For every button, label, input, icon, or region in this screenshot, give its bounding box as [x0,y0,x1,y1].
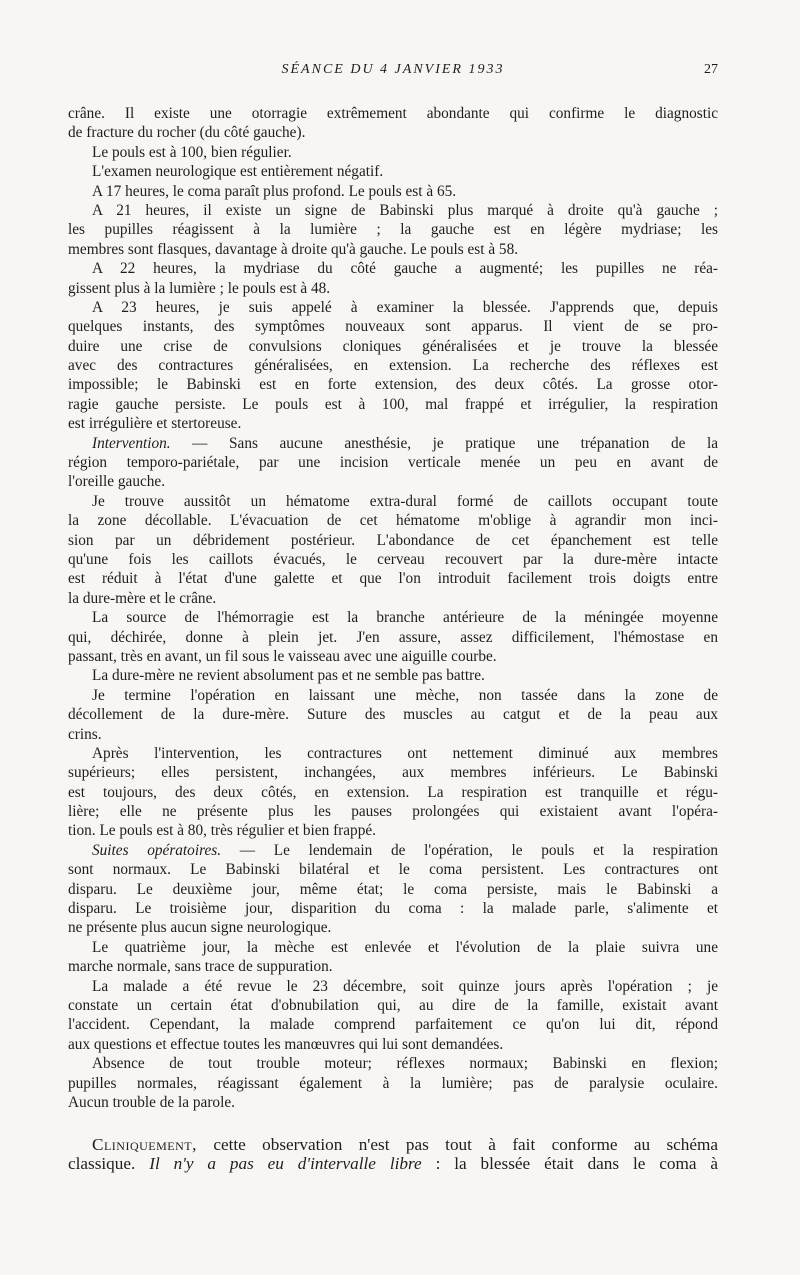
text-line: décollement de la dure-mère. Suture des muscles au catgut et de la peau aux [68,706,718,724]
text-line: sion par un débridement postérieur. L'abondance de cet épanchement est telle [68,531,718,549]
text-line: impossible; le Babinski est en forte extension, des deux côtés. La grosse otor- [68,376,718,394]
text-line: A 22 heures, la mydriase du côté gauche a augmenté; les pupilles ne réa- [92,260,718,278]
text-line: l'oreille gauche. [68,473,166,491]
text-line: lière; elle ne présente plus les pauses prolongées qui existaient avant l'opéra- [68,803,718,821]
text-line: avec des contractures généralisées, en extension. La recherche des réflexes est [68,357,718,375]
text-line: crins. [68,725,102,743]
text-line: est irrégulière et stertoreuse. [68,415,242,433]
text-line: de fracture du rocher (du côté gauche). [68,124,306,142]
text-line-intervention [68,434,718,453]
header-title: SÉANCE DU 4 JANVIER 1933 [281,62,505,77]
text-line: disparu. Le deuxième jour, même état; le coma persiste, mais le Babinski a [68,880,718,898]
text-line: aux questions et effectue toutes les manœuvres qui lui sont demandées. [68,1035,504,1053]
text-line: la zone décollable. L'évacuation de cet hématome m'oblige à agrandir mon inci- [68,512,718,530]
closing-line [68,1152,719,1174]
text-segment: — Le lendemain de l'opération, le pouls et la respiration [239,841,719,859]
text-line: Absence de tout trouble moteur; réflexes normaux; Babinski en flexion; [92,1055,718,1073]
italic-phrase: Il n'y a pas eu d'intervalle libre [149,1154,422,1174]
text-line: L'examen neurologique est entièrement négatif. [92,163,384,181]
text-line: constate un certain état d'obnubilation qui, au dire de la famille, existait avant [68,996,718,1014]
text-line: La malade a été revue le 23 décembre, soit quinze jours après l'opération ; je [92,977,718,995]
body-text [68,104,718,1112]
text-line: marche normale, sans trace de suppuration. [68,958,333,976]
text-line: tion. Le pouls est à 80, très régulier et bien frappé. [68,822,376,840]
text-line: qui, déchirée, donne à plein jet. J'en assure, assez difficilement, l'hémostase en [68,628,718,646]
text-line: disparu. Le troisième jour, disparition du coma : la malade parle, s'alimente et [68,900,718,918]
text-line: Le pouls est à 100, bien régulier. [92,143,292,161]
text-line: région temporo-pariétale, par une incision verticale menée un peu en avant de [68,454,718,472]
text-line: A 17 heures, le coma paraît plus profond. Le pouls est à 65. [92,182,457,200]
text-line: les pupilles réagissent à la lumière ; la gauche est en légère mydriase; les [68,221,718,239]
text-line: quelques instants, des symptômes nouveaux sont apparus. Il vient de se pro- [68,318,718,336]
text-line: duire une crise de convulsions cloniques généralisées et je trouve la blessée [68,337,718,355]
text-segment: : la blessée était dans le coma à [435,1154,719,1174]
text-segment: classique. [68,1154,136,1174]
text-line: Aucun trouble de la parole. [68,1093,235,1111]
text-segment: — Sans aucune anesthésie, je pratique une trépanation de la [192,434,719,452]
text-line: Après l'intervention, les contractures ont nettement diminué aux membres [92,744,718,762]
italic-lead: Intervention. [92,434,171,452]
text-line: l'accident. Cependant, la malade comprend parfaitement ce qu'on lui dit, répond [68,1016,718,1034]
text-line: passant, très en avant, un fil sous le vaisseau avec une aiguille courbe. [68,647,497,665]
text-line: Je trouve aussitôt un hématome extra-dural formé de caillots occupant toute [92,492,718,510]
text-line: A 23 heures, je suis appelé à examiner la blessée. J'apprends que, depuis [92,298,718,316]
text-line: ne présente plus aucun signe neurologique. [68,919,332,937]
text-line: est réduit à l'état d'une galette et que l'on introduit facilement trois doigts entre [68,570,718,588]
smallcaps-lead: Cliniquement, [92,1135,197,1154]
italic-lead: Suites opératoires. [92,841,222,859]
text-line: Le quatrième jour, la mèche est enlevée et l'évolution de la plaie suivra une [92,938,718,956]
text-line: pupilles normales, réagissant également à la lumière; pas de paralysie oculaire. [68,1074,718,1092]
running-header [68,62,718,84]
text-line: sont normaux. Le Babinski bilatéral et le coma persistent. Les contractures ont [68,861,718,879]
text-line: La dure-mère ne revient absolument pas et ne semble pas battre. [92,667,485,685]
closing-line [68,1133,718,1152]
text-line: gissent plus à la lumière ; le pouls est à 48. [68,279,331,297]
text-line: la dure-mère et le crâne. [68,589,217,607]
text-line: A 21 heures, il existe un signe de Babinski plus marqué à droite qu'à gauche ; [92,201,718,219]
text-line: est toujours, des deux côtés, en extension. La respiration est tranquille et régu- [68,783,718,801]
closing-paragraph [68,1133,718,1172]
text-line: Je termine l'opération en laissant une mèche, non tassée dans la zone de [92,686,718,704]
text-line-suites [68,841,718,860]
text-line: qu'une fois les caillots évacués, le cerveau recouvert par la dure-mère intacte [68,550,718,568]
text-line: ragie gauche persiste. Le pouls est à 100, mal frappé et irrégulier, la respiration [68,395,718,413]
text-line: crâne. Il existe une otorragie extrêmement abondante qui confirme le diagnostic [68,105,718,122]
text-line: membres sont flasques, davantage à droite qu'à gauche. Le pouls est à 58. [68,240,519,258]
page-number: 27 [704,62,718,77]
text-line: La source de l'hémorragie est la branche antérieure de la méningée moyenne [92,609,718,627]
text-segment: cette observation n'est pas tout à fait conforme au schéma [213,1135,719,1154]
text-line: supérieurs; elles persistent, inchangées, aux membres inférieurs. Le Babinski [68,764,718,782]
